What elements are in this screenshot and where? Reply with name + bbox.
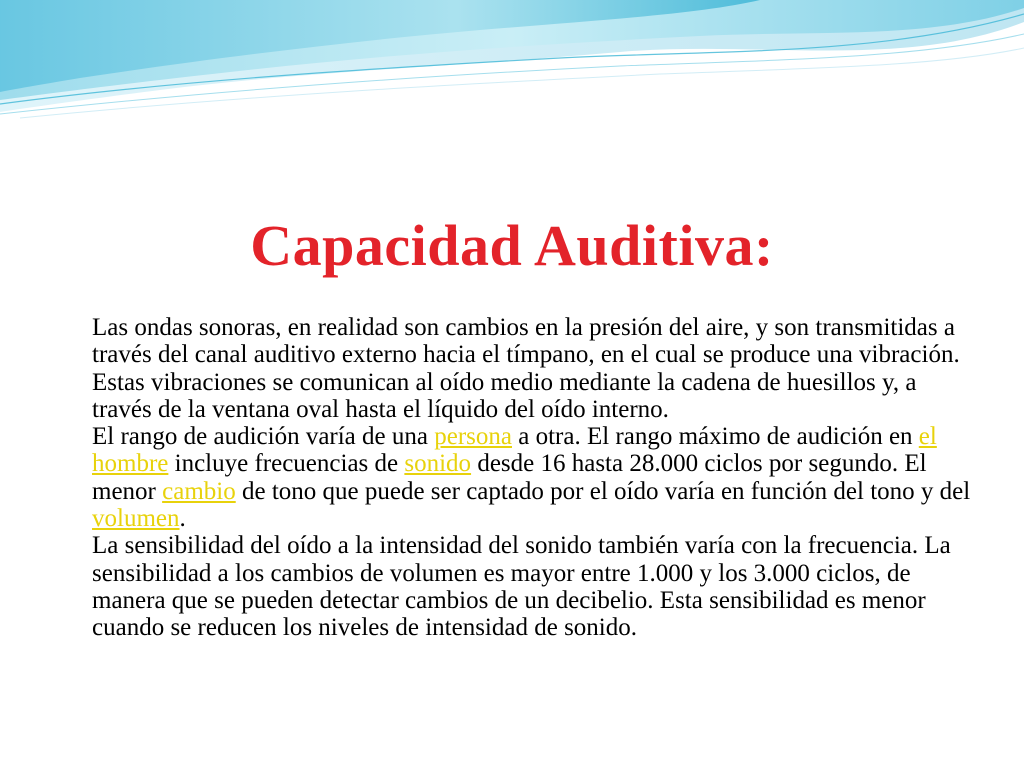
paragraph-2-text-5: de tono que puede ser captado por el oído varía en función del tono y del: [235, 477, 971, 505]
paragraph-2-text-2: a otra. El rango máximo de audición en: [511, 423, 919, 451]
paragraph-2: [92, 423, 972, 532]
paragraph-1: Las ondas sonoras, en realidad son cambios en la presión del aire, y son transmitidas a través del canal auditivo externo hacia el tímpano, en el cual se produce una vibración. Estas vibraciones se comunican al oído medio mediante la cadena de huesillos y, a través de la ventana oval hasta el líquido del oído interno.: [92, 314, 960, 423]
paragraph-2-text-6: .: [179, 505, 186, 533]
wave-header-decoration: [0, 0, 1024, 130]
slide-body: [92, 314, 972, 642]
link-persona[interactable]: persona: [434, 423, 512, 451]
paragraph-2-text-4: desde 16 hasta 28.000 ciclos por segundo. El menor: [92, 450, 927, 505]
paragraph-2-text-1: El rango de audición varía de una: [92, 423, 435, 451]
link-volumen[interactable]: volumen: [92, 505, 180, 533]
paragraph-3: La sensibilidad del oído a la intensidad del sonido también varía con la frecuencia. La sensibilidad a los cambios de volumen es mayor entre 1.000 y los 3.000 ciclos, de manera que se pueden detectar cambios de un decibelio. Esta sensibilidad es menor cuando se reducen los niveles de intensidad de sonido.: [92, 532, 951, 642]
link-el-hombre[interactable]: el hombre: [92, 423, 937, 478]
link-cambio[interactable]: cambio: [162, 477, 236, 505]
paragraph-2-text-3: incluye frecuencias de: [168, 450, 405, 478]
link-sonido[interactable]: sonido: [404, 450, 472, 478]
slide-title: Capacidad Auditiva:: [250, 213, 774, 278]
